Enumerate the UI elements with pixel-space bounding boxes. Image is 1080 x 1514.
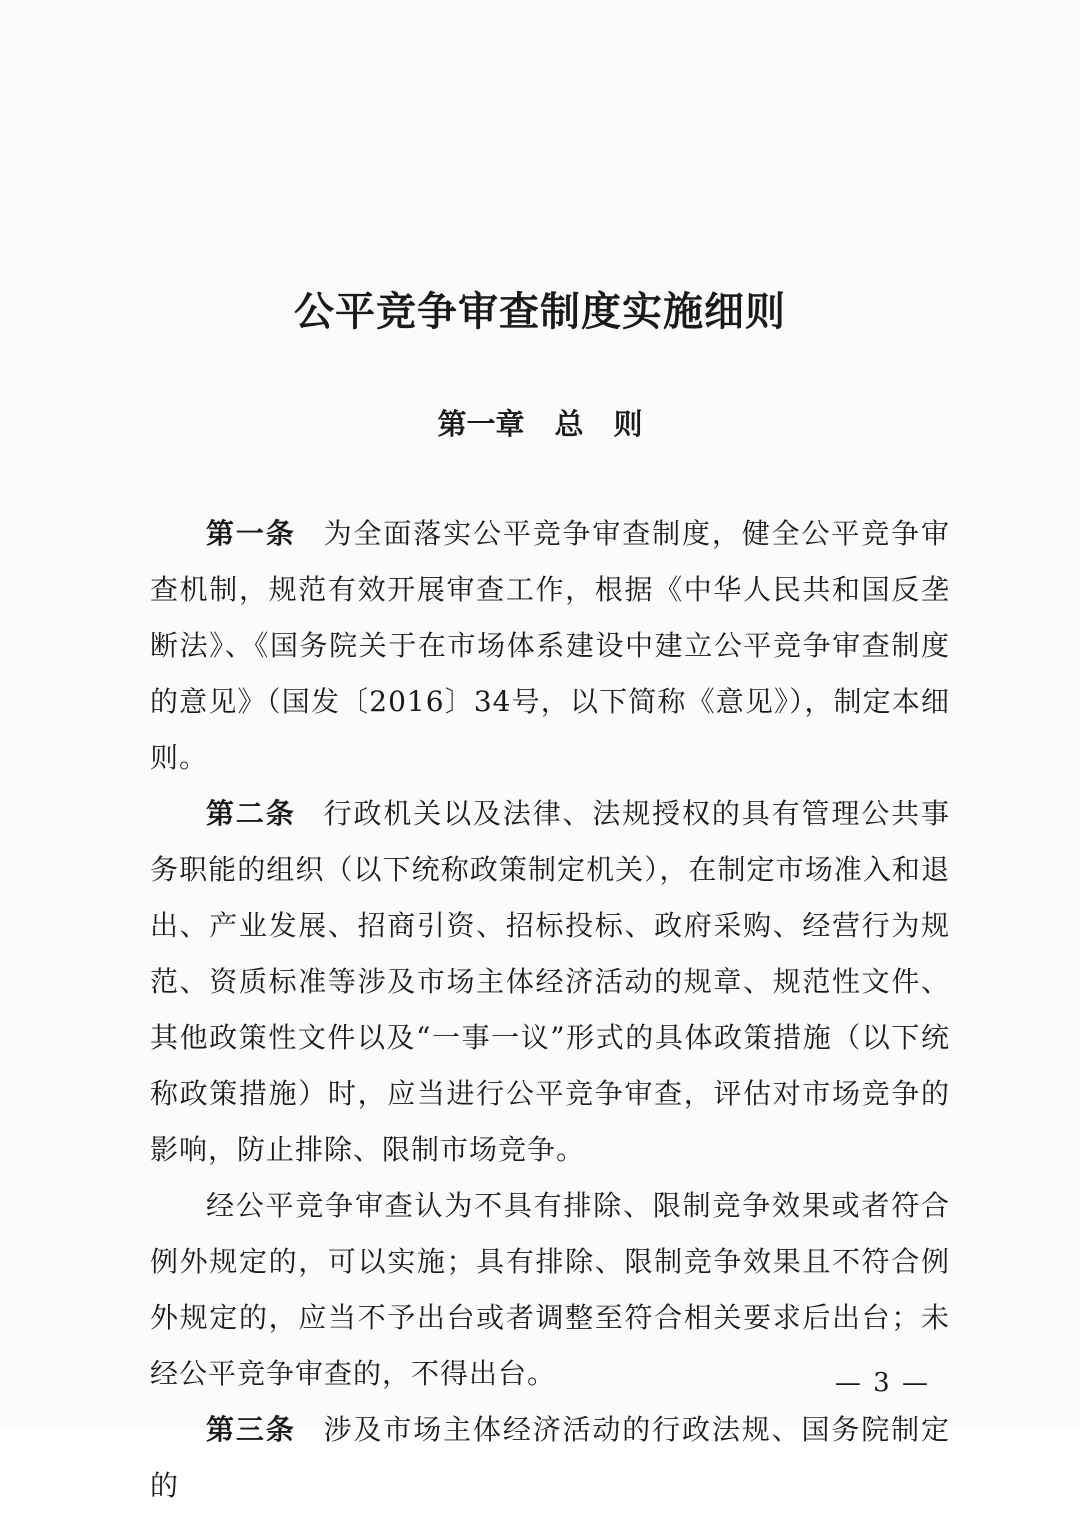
chapter-heading — [0, 402, 1080, 443]
chapter-name-2: 则 — [613, 407, 643, 441]
article-1-label: 第一条 — [206, 517, 296, 550]
document-body — [150, 506, 950, 1514]
article-3-text: 涉及市场主体经济活动的行政法规、国务院制定的 — [150, 1413, 950, 1502]
chapter-name-1: 总 — [554, 407, 584, 441]
article-1-paragraph — [150, 506, 950, 786]
article-2-text: 行政机关以及法律、法规授权的具有管理公共事务职能的组织（以下统称政策制定机关），在制定市场准入和退出、产业发展、招商引资、招标投标、政府采购、经营行为规范、资质标准等涉及市场主体经济活动的规章、规范性文件、其他政策性文件以及“一事一议”形式的具体政策措施（以下统称政策措施）时，应当进行公平竞争审查，评估对市场竞争的影响，防止排除、限制市场竞争。 — [150, 797, 950, 1166]
article-1-text: 为全面落实公平竞争审查制度，健全公平竞争审查机制，规范有效开展审查工作，根据《中华人民共和国反垄断法》、《国务院关于在市场体系建设中建立公平竞争审查制度的意见》（国发〔2016〕34号，以下简称《意见》），制定本细则。 — [150, 517, 950, 774]
article-3-label: 第三条 — [206, 1413, 296, 1446]
page-number: — 3 — — [834, 1368, 930, 1398]
document-title: 公平竞争审查制度实施细则 — [294, 288, 786, 335]
article-2-label: 第二条 — [206, 797, 296, 830]
article-2-paragraph — [150, 786, 950, 1178]
article-2-continuation-paragraph — [150, 1178, 950, 1402]
article-3-paragraph — [150, 1402, 950, 1514]
chapter-label: 第一章 — [437, 407, 525, 441]
article-2-continuation-text: 经公平竞争审查认为不具有排除、限制竞争效果或者符合例外规定的，可以实施；具有排除、限制竞争效果且不符合例外规定的，应当不予出台或者调整至符合相关要求后出台；未经公平竞争审查的，不得出台。 — [150, 1189, 950, 1390]
